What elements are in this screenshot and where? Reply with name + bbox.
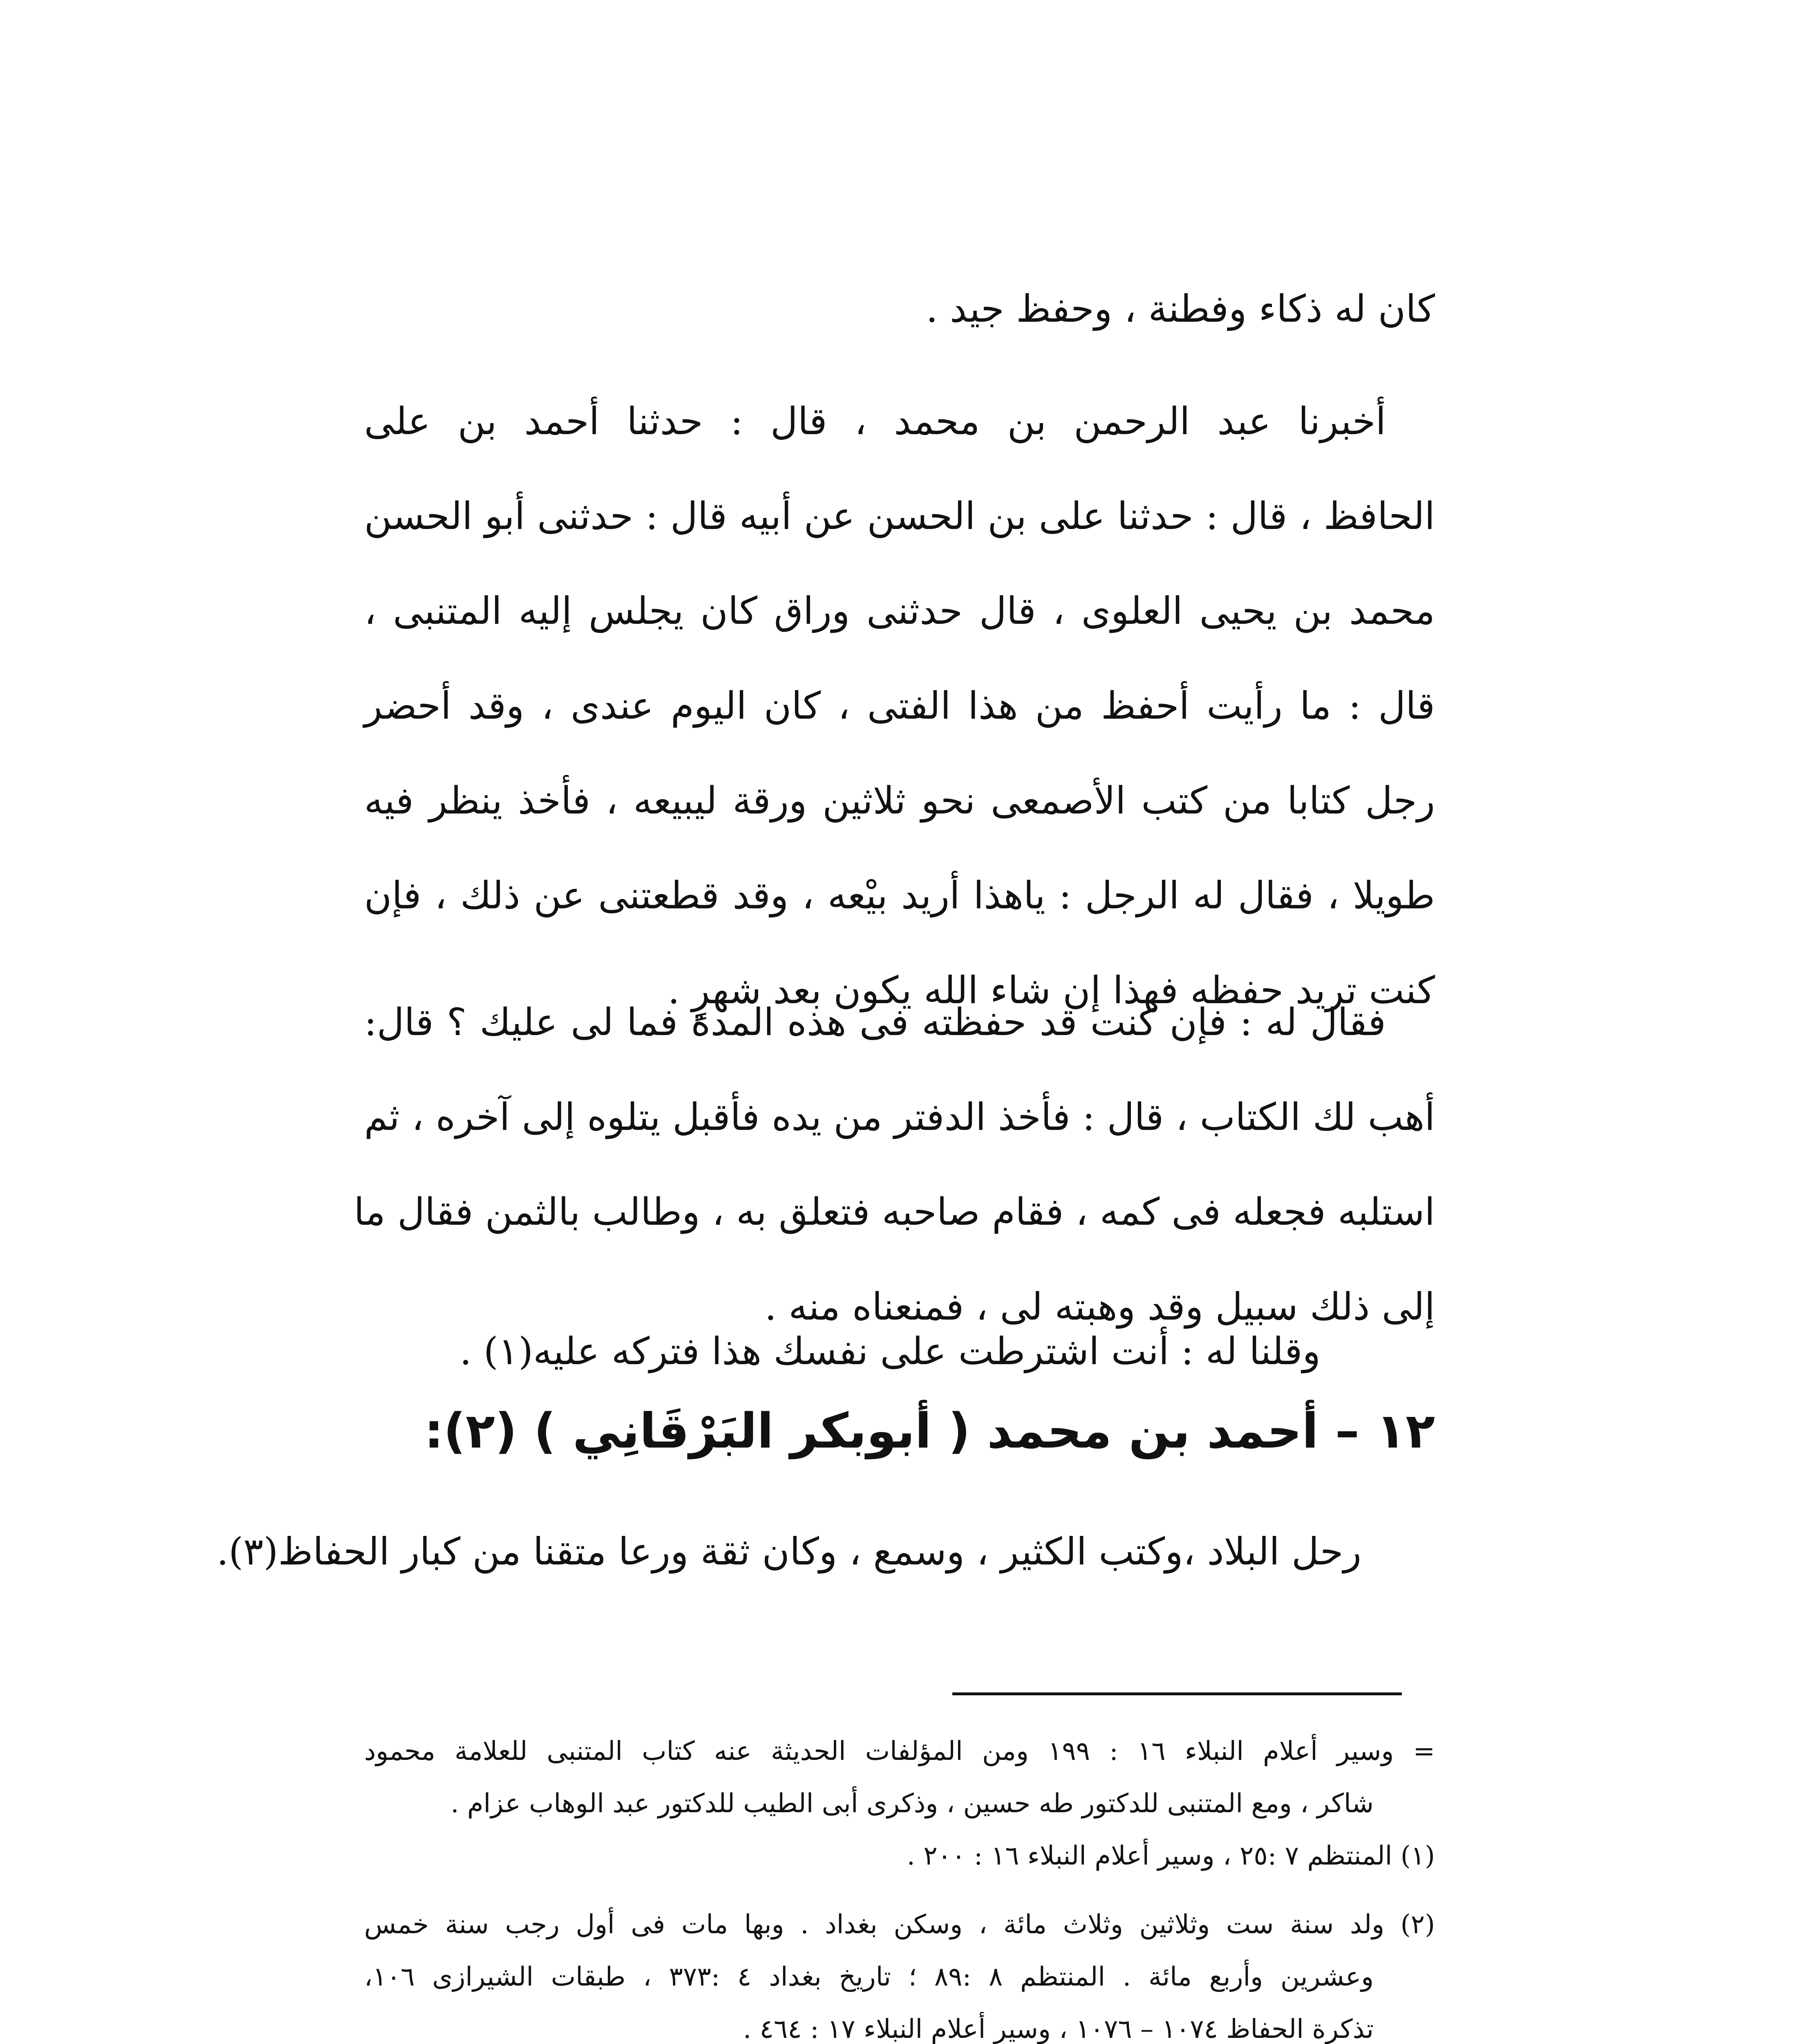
footnote-separator bbox=[952, 1692, 1402, 1695]
footnote-line: شاكر ، ومع المتنبى للدكتور طه حسين ، وذكرى أبى الطيب للدكتور عبد الوهاب عزام . bbox=[450, 1788, 1374, 1819]
text-line: طويلا ، فقال له الرجل : ياهذا أريد بيْعه ، وقد قطعتنى عن ذلك ، فإن bbox=[364, 874, 1435, 917]
text-line: فقال له : فإن كنت قد حفظته فى هذه المدة فما لى عليك ؟ قال: bbox=[364, 1000, 1386, 1044]
paragraph-1 bbox=[364, 262, 1435, 356]
footnote-line: وعشرين وأربع مائة . المنتظم ٨ :٨٩ ؛ تاريخ بغداد ٤ :٣٧٣ ، طبقات الشيرازى ١٠٦، bbox=[364, 1962, 1374, 1992]
paragraph-2 bbox=[364, 374, 1435, 1038]
text-line: رحل البلاد ،وكتب الكثير ، وسمع ، وكان ثقة ورعا متقنا من كبار الحفاظ(٣). bbox=[217, 1530, 1361, 1573]
footnote-carryover bbox=[364, 1725, 1435, 1830]
footnote-line: (١) المنتظم ٧ :٢٥ ، وسير أعلام النبلاء ١٦ : ٢٠٠ . bbox=[907, 1841, 1435, 1871]
text-line: قال : ما رأيت أحفظ من هذا الفتى ، كان اليوم عندى ، وقد أحضر bbox=[364, 684, 1435, 728]
text-line: وقلنا له : أنت اشترطت على نفسك هذا فتركه عليه(١) . bbox=[459, 1329, 1321, 1373]
text-line: استلبه فجعله فى كمه ، فقام صاحبه فتعلق به ، وطالب بالثمن فقال ما bbox=[354, 1190, 1435, 1234]
footnote-2 bbox=[364, 1898, 1435, 2044]
text-line: الحافظ ، قال : حدثنا على بن الحسن عن أبيه قال : حدثنى أبو الحسن bbox=[364, 494, 1435, 538]
footnote-line: = وسير أعلام النبلاء ١٦ : ١٩٩ ومن المؤلفات الحديثة عنه كتاب المتنبى للعلامة محمود bbox=[364, 1736, 1435, 1766]
text-line: كان له ذكاء وفطنة ، وحفظ جيد . bbox=[926, 287, 1435, 331]
footnote-line: (٢) ولد سنة ست وثلاثين وثلاث مائة ، وسكن بغداد . وبها مات فى أول رجب سنة خمس bbox=[364, 1910, 1435, 1940]
footnotes bbox=[364, 1725, 1435, 2044]
entry-heading: ١٢ – أحمد بن محمد ( أبوبكر البَرْقَانِي ) (٢): bbox=[424, 1403, 1435, 1459]
paragraph-5 bbox=[217, 1504, 1435, 1599]
footnote-gap bbox=[364, 1882, 1435, 1898]
text-line: إلى ذلك سبيل وقد وهبته لى ، فمنعناه منه . bbox=[764, 1285, 1435, 1329]
paragraph-4 bbox=[364, 1304, 1435, 1399]
text-line: محمد بن يحيى العلوى ، قال حدثنى وراق كان يجلس إليه المتنبى ، bbox=[364, 589, 1435, 633]
text-line: رجل كتابا من كتب الأصمعى نحو ثلاثين ورقة ليبيعه ، فأخذ ينظر فيه bbox=[364, 779, 1435, 823]
text-line: أخبرنا عبد الرحمن بن محمد ، قال : حدثنا أحمد بن على bbox=[364, 399, 1386, 443]
text-line: كنت تريد حفظه فهذا إن شاء الله يكون بعد شهرٍ . bbox=[667, 968, 1435, 1012]
text-line: أهب لك الكتاب ، قال : فأخذ الدفتر من يده فأقبل يتلوه إلى آخره ، ثم bbox=[364, 1095, 1435, 1139]
footnote-line: تذكرة الحفاظ ١٠٧٤ – ١٠٧٦ ، وسير أعلام النبلاء ١٧ : ٤٦٤ . bbox=[743, 2014, 1374, 2044]
paragraph-3 bbox=[354, 975, 1435, 1354]
footnote-1 bbox=[364, 1830, 1435, 1882]
